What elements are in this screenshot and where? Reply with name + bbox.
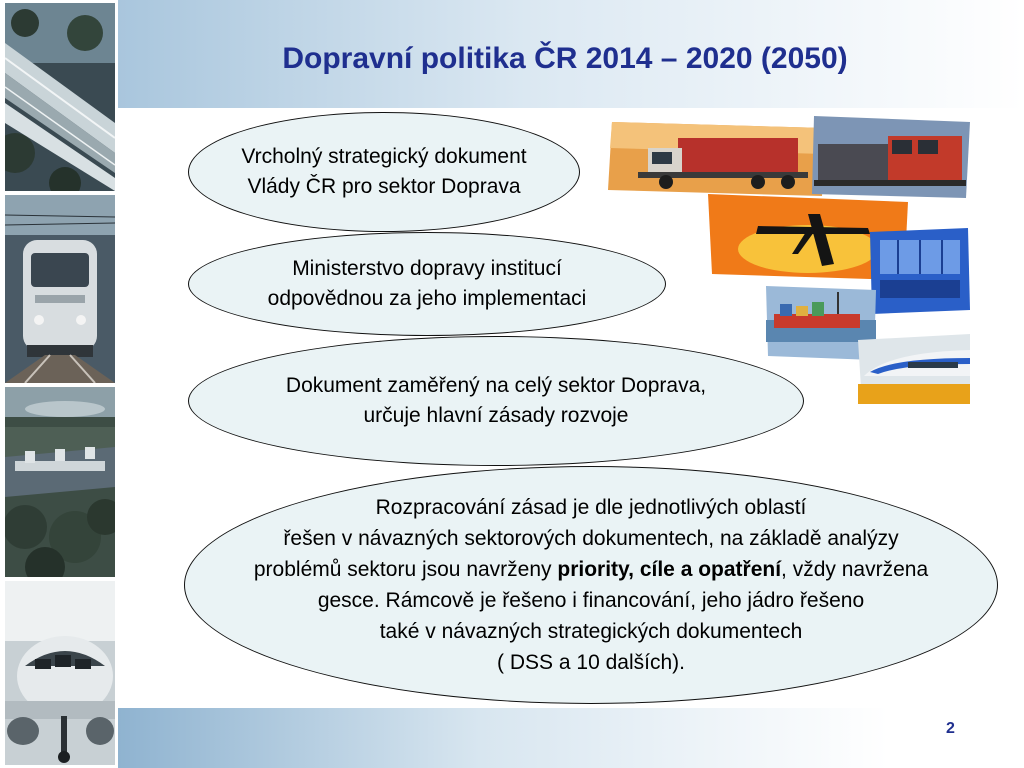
ellipse-4-line-5: také v návazných strategických dokumentech	[379, 620, 803, 643]
ellipse-ministry	[188, 232, 666, 336]
ellipse-2-line-1: Ministerstvo dopravy institucí	[292, 257, 562, 280]
left-photo-strip	[0, 0, 118, 768]
train-photo	[5, 195, 115, 383]
ellipse-4-line-3-pre: problémů sektoru jsou navrženy	[253, 558, 558, 581]
high-speed-train-photo	[858, 334, 970, 404]
footer-band	[118, 708, 1024, 768]
ellipse-1-line-2: Vlády ČR pro sektor Doprava	[247, 175, 521, 198]
ellipse-1-line-1: Vrcholný strategický dokument	[241, 145, 527, 168]
ellipse-4-line-3-bold: priority, cíle a opatření	[557, 558, 782, 581]
page-number: 2	[946, 720, 955, 737]
river-port-photo	[5, 387, 115, 577]
ellipse-4-line-1: Rozpracování zásad je dle jednotlivých oblastí	[375, 496, 807, 519]
slide-title: Dopravní politika ČR 2014 – 2020 (2050)	[282, 42, 848, 75]
ellipse-4-line-3	[254, 554, 928, 585]
ellipse-3-line-2: určuje hlavní zásady rozvoje	[363, 404, 629, 427]
ellipse-4-line-3-post: , vždy navržena	[781, 558, 929, 581]
ellipse-4-line-4: gesce. Rámcově je řešeno i financování, jeho jádro řešeno	[317, 589, 865, 612]
ellipse-strategic-document	[188, 112, 580, 232]
ellipse-3-line-1: Dokument zaměřený na celý sektor Doprava,	[285, 374, 707, 397]
ellipse-4-line-6: ( DSS a 10 dalších).	[497, 651, 685, 674]
truck-photo	[608, 122, 826, 196]
highway-photo	[5, 3, 115, 191]
ellipse-4-line-2: řešen v návazných sektorových dokumentech, na základě analýzy	[283, 527, 899, 550]
ellipse-2-line-2: odpovědnou za jeho implementaci	[267, 287, 587, 310]
airplane-photo	[5, 581, 115, 765]
transport-collage	[608, 114, 972, 406]
bus-photo	[870, 228, 970, 314]
ellipse-elaboration	[184, 466, 998, 704]
freight-train-photo	[812, 116, 970, 198]
